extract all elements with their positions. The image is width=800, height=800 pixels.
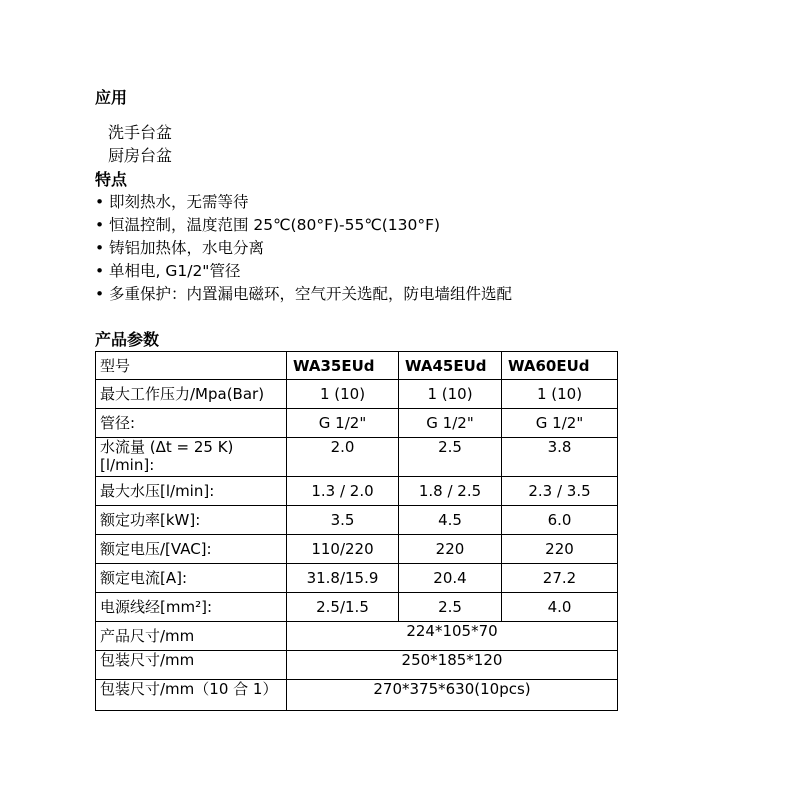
bullet-icon: •: [95, 262, 105, 280]
value-cell: 6.0: [502, 506, 618, 535]
merged-value-cell: 250*185*120: [287, 651, 618, 680]
model-header-cell: WA60EUd: [502, 352, 618, 380]
row-label-cell: 额定电压/[VAC]:: [96, 535, 287, 564]
feature-text: 即刻热水，无需等待: [109, 193, 249, 211]
value-cell: 1.3 / 2.0: [287, 477, 399, 506]
row-label-cell: 最大水压[l/min]:: [96, 477, 287, 506]
table-row: [96, 535, 618, 564]
bullet-icon: •: [95, 193, 105, 211]
table-header-row: [96, 352, 618, 380]
feature-text: 多重保护：内置漏电磁环，空气开关选配，防电墙组件选配: [109, 285, 513, 303]
table-row: [96, 506, 618, 535]
features-heading: 特点: [95, 170, 128, 189]
application-item: 厨房台盆: [108, 146, 173, 165]
merged-value-cell: 224*105*70: [287, 622, 618, 651]
value-cell: 3.8: [502, 438, 618, 477]
value-cell: 1.8 / 2.5: [399, 477, 502, 506]
row-label-cell: 电源线经[mm²]:: [96, 593, 287, 622]
row-label-cell: 额定功率[kW]:: [96, 506, 287, 535]
feature-text: 单相电, G1/2"管径: [109, 262, 241, 280]
value-cell: 220: [399, 535, 502, 564]
value-cell: 2.5/1.5: [287, 593, 399, 622]
feature-item: [95, 237, 264, 259]
bullet-icon: •: [95, 216, 105, 234]
spec-table: [95, 351, 618, 711]
feature-item: [95, 283, 512, 305]
table-row: [96, 622, 618, 651]
params-heading: 产品参数: [95, 330, 160, 349]
table-row: [96, 593, 618, 622]
value-cell: 3.5: [287, 506, 399, 535]
feature-item: [95, 260, 240, 282]
value-cell: 220: [502, 535, 618, 564]
merged-value-cell: 270*375*630(10pcs): [287, 680, 618, 711]
row-label-cell: 额定电流[A]:: [96, 564, 287, 593]
table-row: [96, 680, 618, 711]
row-label-cell: 管径:: [96, 409, 287, 438]
model-label-cell: 型号: [96, 352, 287, 380]
value-cell: 1 (10): [502, 380, 618, 409]
value-cell: 20.4: [399, 564, 502, 593]
value-cell: G 1/2": [287, 409, 399, 438]
row-label-cell: 最大工作压力/Mpa(Bar): [96, 380, 287, 409]
value-cell: 4.0: [502, 593, 618, 622]
value-cell: 4.5: [399, 506, 502, 535]
model-header-cell: WA35EUd: [287, 352, 399, 380]
value-cell: 27.2: [502, 564, 618, 593]
model-header-cell: WA45EUd: [399, 352, 502, 380]
bullet-icon: •: [95, 239, 105, 257]
value-cell: 2.5: [399, 593, 502, 622]
value-cell: G 1/2": [502, 409, 618, 438]
table-row: [96, 438, 618, 477]
table-row: [96, 651, 618, 680]
table-row: [96, 564, 618, 593]
feature-text: 铸铝加热体，水电分离: [109, 239, 265, 257]
value-cell: G 1/2": [399, 409, 502, 438]
value-cell: 2.3 / 3.5: [502, 477, 618, 506]
application-item: 洗手台盆: [108, 123, 173, 142]
application-heading: 应用: [95, 88, 128, 107]
feature-item: [95, 191, 249, 213]
value-cell: 31.8/15.9: [287, 564, 399, 593]
value-cell: 2.5: [399, 438, 502, 477]
value-cell: 110/220: [287, 535, 399, 564]
table-row: [96, 477, 618, 506]
row-label-cell: 产品尺寸/mm: [96, 622, 287, 651]
row-label-cell: 包装尺寸/mm: [96, 651, 287, 680]
table-row: [96, 380, 618, 409]
value-cell: 1 (10): [399, 380, 502, 409]
row-label-cell: 包装尺寸/mm（10 合 1）: [96, 680, 287, 711]
table-row: [96, 409, 618, 438]
feature-text: 恒温控制，温度范围 25℃(80°F)-55℃(130°F): [109, 216, 441, 234]
bullet-icon: •: [95, 285, 105, 303]
feature-item: [95, 214, 440, 236]
value-cell: 2.0: [287, 438, 399, 477]
value-cell: 1 (10): [287, 380, 399, 409]
row-label-cell: 水流量 (Δt = 25 K) [l/min]:: [96, 438, 287, 477]
